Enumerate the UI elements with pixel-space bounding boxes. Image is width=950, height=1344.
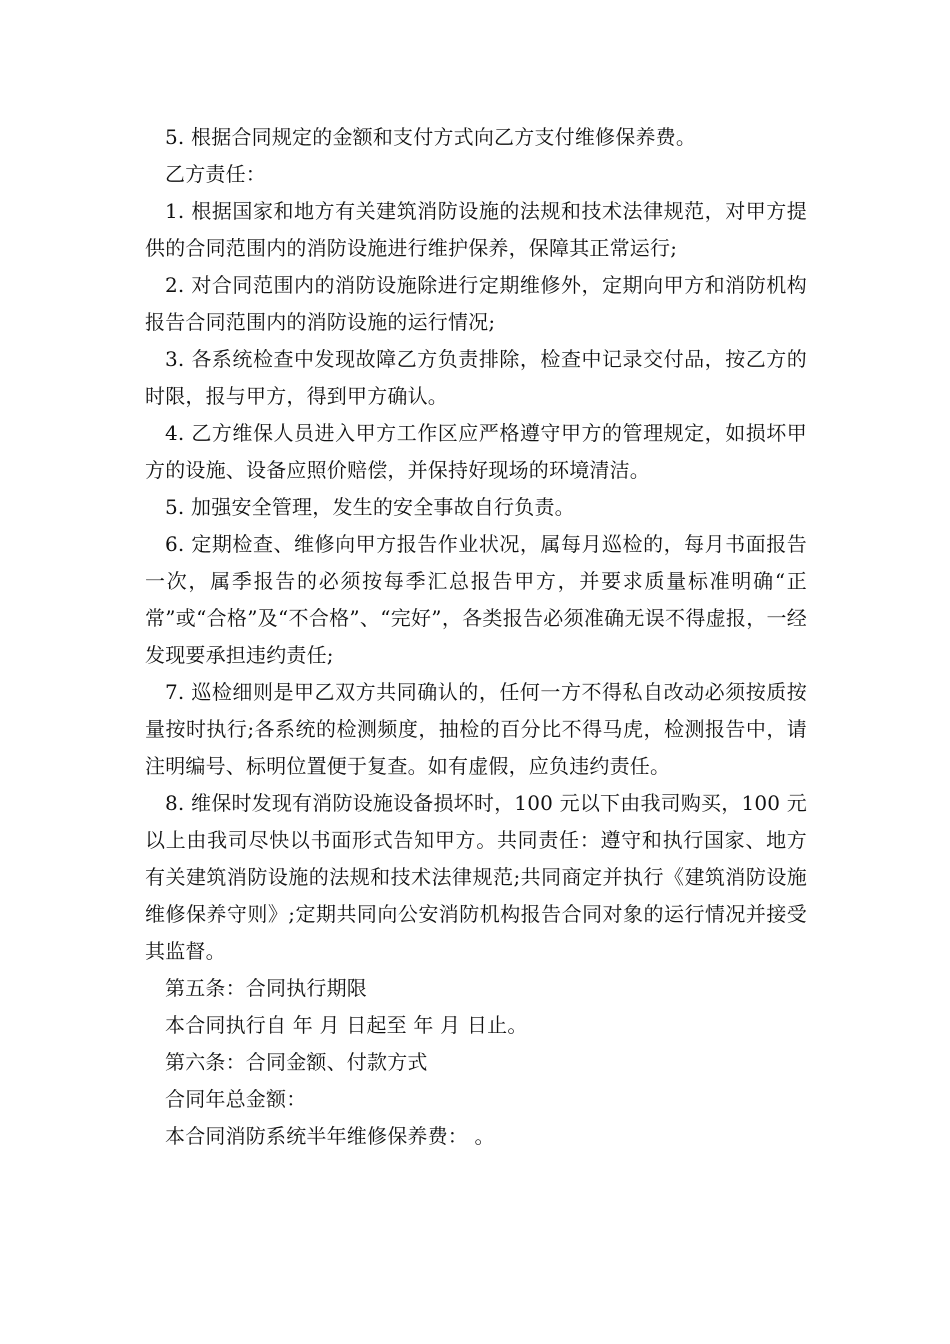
paragraph-party-b-duty-3: 3. 各系统检查中发现故障乙方负责排除，检查中记录交付品，按乙方的时限，报与甲方，得到甲方确认。 [145, 347, 807, 408]
paragraph-contract-term: 本合同执行自 年 月 日起至 年 月 日止。 [165, 1013, 528, 1037]
paragraph-party-b-duty-4: 4. 乙方维保人员进入甲方工作区应严格遵守甲方的管理规定，如损坏甲方的设施、设备应照价赔偿，并保持好现场的环境清洁。 [145, 421, 807, 482]
paragraph-party-b-duty-7: 7. 巡检细则是甲乙双方共同确认的，任何一方不得私自改动必须按质按量按时执行;各系统的检测频度，抽检的百分比不得马虎，检测报告中，请注明编号、标明位置便于复查。如有虚假，应负违约责任。 [145, 680, 807, 778]
paragraph-annual-amount: 合同年总金额： [165, 1087, 307, 1111]
document-body [145, 119, 807, 1155]
heading-article-6: 第六条：合同金额、付款方式 [165, 1050, 428, 1074]
paragraph-party-b-duty-6: 6. 定期检查、维修向甲方报告作业状况，属每月巡检的，每月书面报告一次，属季报告的必须按每季汇总报告甲方，并要求质量标准明确“正常”或“合格”及“不合格”、“完好”，各类报告必须准确无误不得虚报，一经发现要承担违约责任; [145, 532, 807, 667]
heading-party-b-duties: 乙方责任： [165, 162, 266, 186]
paragraph-party-a-duty-5: 5. 根据合同规定的金额和支付方式向乙方支付维修保养费。 [165, 125, 697, 149]
paragraph-party-b-duty-1: 1. 根据国家和地方有关建筑消防设施的法规和技术法律规范，对甲方提供的合同范围内的消防设施进行维护保养，保障其正常运行; [145, 199, 807, 260]
paragraph-half-year-fee: 本合同消防系统半年维修保养费： 。 [165, 1124, 495, 1148]
heading-article-5: 第五条：合同执行期限 [165, 976, 367, 1000]
paragraph-party-b-duty-2: 2. 对合同范围内的消防设施除进行定期维修外，定期向甲方和消防机构报告合同范围内的消防设施的运行情况; [145, 273, 807, 334]
paragraph-party-b-duty-8: 8. 维保时发现有消防设施设备损坏时，100 元以下由我司购买，100 元以上由我司尽快以书面形式告知甲方。共同责任：遵守和执行国家、地方有关建筑消防设施的法规和技术法律规范;共同商定并执行《建筑消防设施维修保养守则》;定期共同向公安消防机构报告合同对象的运行情况并接受其监督。 [145, 791, 807, 963]
paragraph-party-b-duty-5: 5. 加强安全管理，发生的安全事故自行负责。 [165, 495, 575, 519]
